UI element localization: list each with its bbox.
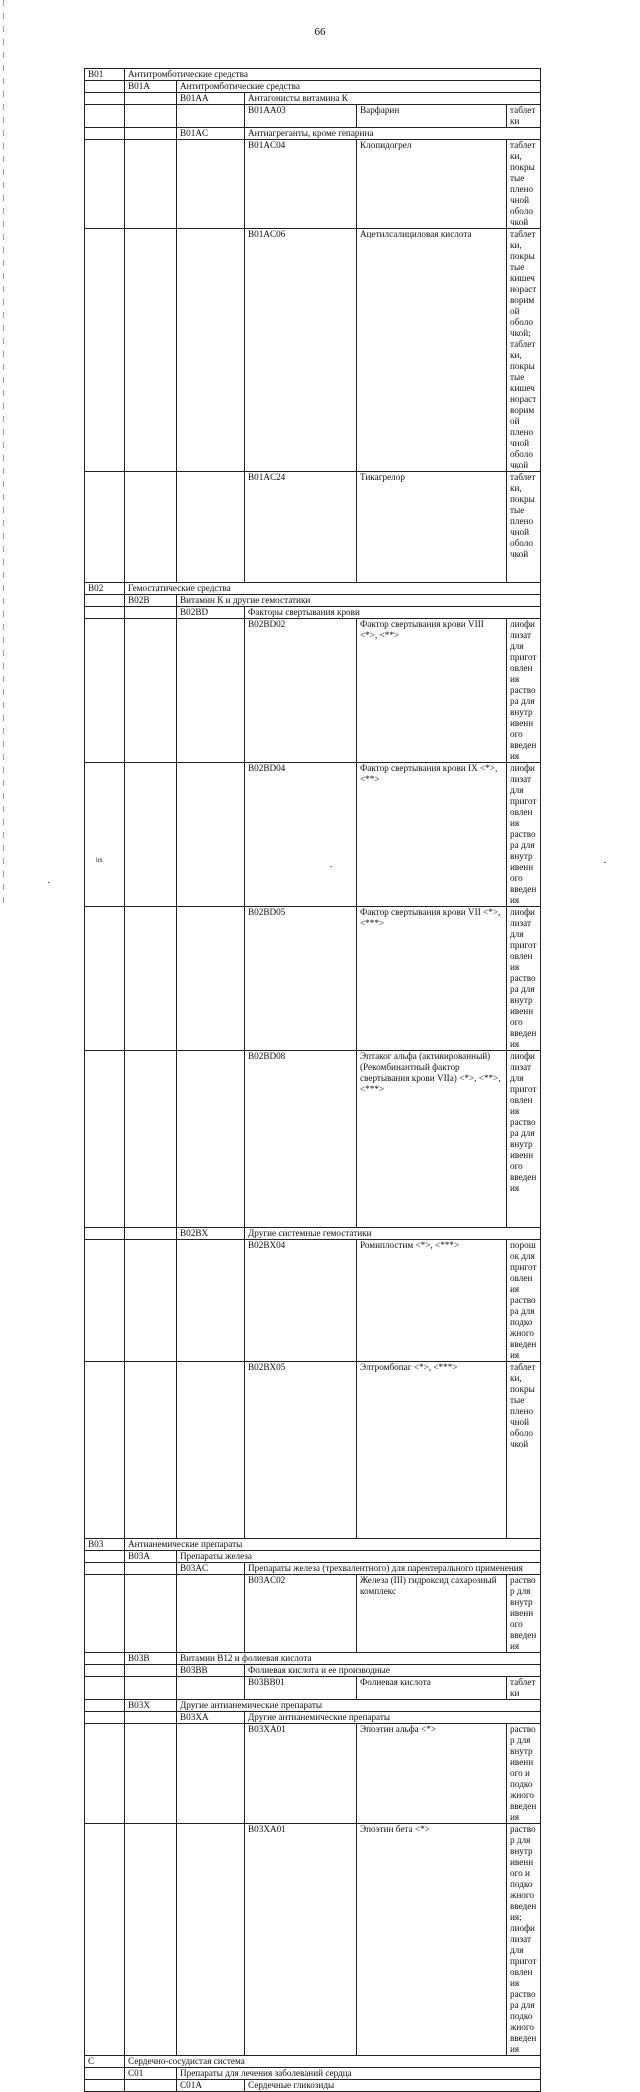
dosage-form-cell: таблетки, покрытые пленочной оболочкой: [507, 472, 541, 583]
group-name-cell: Другие антианемические препараты: [245, 1712, 541, 1724]
dosage-form-cell: раствор для внутривенного введения: [507, 1575, 541, 1653]
atc-code-cell: B02BD08: [245, 1051, 357, 1228]
indent-cell: [125, 128, 177, 140]
drug-name-cell: Ромиплостим <*>, <***>: [357, 1240, 507, 1362]
table-row: [85, 140, 541, 229]
dosage-form-cell: раствор для внутривенного и подкожного введения; лиофилизат для приготовления раствора для подкожного введения: [507, 1824, 541, 2056]
group-name-cell: Другие антианемические препараты: [177, 1700, 541, 1712]
scan-speck: [330, 866, 332, 867]
indent-cell: [125, 1563, 177, 1575]
table-row: [85, 2056, 541, 2068]
indent-cell: [125, 619, 177, 763]
dosage-form-cell: лиофилизат для приготовления раствора для внутривенного введения: [507, 1051, 541, 1228]
indent-cell: [177, 1362, 245, 1539]
table-row: [85, 81, 541, 93]
atc-code-cell: B02BX05: [245, 1362, 357, 1539]
atc-code-cell: B01AA03: [245, 105, 357, 128]
indent-cell: [85, 1700, 125, 1712]
table-row: [85, 93, 541, 105]
indent-cell: [177, 472, 245, 583]
atc-code-cell: B01A: [125, 81, 177, 93]
group-name-cell: Препараты железа: [177, 1551, 541, 1563]
drug-name-cell: Элтромбопаг <*>, <***>: [357, 1362, 507, 1539]
indent-cell: [125, 1240, 177, 1362]
table-row: [85, 907, 541, 1051]
table-row: [85, 1575, 541, 1653]
group-name-cell: Антитромботические средства: [177, 81, 541, 93]
atc-code-cell: B03XA: [177, 1712, 245, 1724]
indent-cell: [85, 763, 125, 907]
indent-cell: [85, 607, 125, 619]
indent-cell: [85, 1665, 125, 1677]
table-row: [85, 1824, 541, 2056]
atc-code-cell: B03B: [125, 1653, 177, 1665]
drug-name-cell: Фактор свертывания крови IX <*>, <**>: [357, 763, 507, 907]
table-row: [85, 619, 541, 763]
atc-code-cell: B01AC24: [245, 472, 357, 583]
indent-cell: [125, 1665, 177, 1677]
drug-name-cell: Фактор свертывания крови VII <*>, <***>: [357, 907, 507, 1051]
group-name-cell: Гемостатические средства: [125, 583, 541, 595]
group-name-cell: Антагонисты витамина К: [245, 93, 541, 105]
indent-cell: [125, 472, 177, 583]
dosage-form-cell: таблетки, покрытые кишечнорастворимой оболочкой; таблетки, покрытые кишечнорастворимой пленочной оболочкой: [507, 229, 541, 472]
indent-cell: [85, 93, 125, 105]
indent-cell: [177, 140, 245, 229]
atc-code-cell: B01AC: [177, 128, 245, 140]
indent-cell: [85, 1563, 125, 1575]
dosage-form-cell: лиофилизат для приготовления раствора для внутривенного введения: [507, 619, 541, 763]
atc-code-cell: C01A: [177, 2080, 245, 2092]
table-row: [85, 595, 541, 607]
indent-cell: [125, 1575, 177, 1653]
indent-cell: [85, 1051, 125, 1228]
indent-cell: [85, 472, 125, 583]
group-name-cell: Фолиевая кислота и ее производные: [245, 1665, 541, 1677]
group-name-cell: Антитромботические средства: [125, 69, 541, 81]
scan-speck: [604, 862, 606, 863]
drug-name-cell: Железа (III) гидроксид сахарозный комплекс: [357, 1575, 507, 1653]
group-name-cell: Антианемические препараты: [125, 1539, 541, 1551]
atc-code-cell: B02BD02: [245, 619, 357, 763]
table-row: [85, 2080, 541, 2092]
dosage-form-cell: таблетки, покрытые пленочной оболочкой: [507, 140, 541, 229]
indent-cell: [125, 1724, 177, 1824]
indent-cell: [177, 1051, 245, 1228]
atc-code-cell: B03AC02: [245, 1575, 357, 1653]
drug-name-cell: Фолиевая кислота: [357, 1677, 507, 1700]
indent-cell: [85, 2068, 125, 2080]
atc-code-cell: B02BX: [177, 1228, 245, 1240]
atc-code-cell: B02BX04: [245, 1240, 357, 1362]
indent-cell: [85, 140, 125, 229]
scan-edge-line: [3, 0, 4, 905]
group-name-cell: Сердечно-сосудистая система: [125, 2056, 541, 2068]
atc-code-cell: B01AA: [177, 93, 245, 105]
atc-code-cell: B03XA01: [245, 1724, 357, 1824]
group-name-cell: Препараты железа (трехвалентного) для парентерального применения: [245, 1563, 541, 1575]
table-row: [85, 1665, 541, 1677]
indent-cell: [177, 763, 245, 907]
table-row: [85, 1228, 541, 1240]
dosage-form-cell: лиофилизат для приготовления раствора для внутривенного введения: [507, 763, 541, 907]
dosage-form-cell: таблетки: [507, 105, 541, 128]
indent-cell: [125, 1228, 177, 1240]
indent-cell: [85, 229, 125, 472]
indent-cell: [125, 140, 177, 229]
table-row: [85, 1240, 541, 1362]
indent-cell: [85, 1362, 125, 1539]
atc-code-cell: B03BB01: [245, 1677, 357, 1700]
drug-name-cell: Тикагрелор: [357, 472, 507, 583]
indent-cell: [85, 595, 125, 607]
dosage-form-cell: раствор для внутривенного и подкожного введения: [507, 1724, 541, 1824]
indent-cell: [125, 1824, 177, 2056]
group-name-cell: Сердечные гликозиды: [245, 2080, 541, 2092]
atc-code-cell: B02: [85, 583, 125, 595]
indent-cell: [85, 1240, 125, 1362]
table-row: [85, 69, 541, 81]
table-row: [85, 1712, 541, 1724]
group-name-cell: Витамин К и другие гемостатики: [177, 595, 541, 607]
indent-cell: [85, 1228, 125, 1240]
table-row: [85, 763, 541, 907]
atc-code-cell: B02BD04: [245, 763, 357, 907]
indent-cell: [85, 2080, 125, 2092]
drug-name-cell: Варфарин: [357, 105, 507, 128]
dosage-form-cell: лиофилизат для приготовления раствора для внутривенного введения: [507, 907, 541, 1051]
indent-cell: [85, 128, 125, 140]
indent-cell: [85, 1824, 125, 2056]
indent-cell: [125, 1362, 177, 1539]
atc-code-cell: B02BD: [177, 607, 245, 619]
indent-cell: [85, 81, 125, 93]
indent-cell: [177, 1724, 245, 1824]
indent-cell: [125, 105, 177, 128]
table-row: [85, 229, 541, 472]
table-row: [85, 1677, 541, 1700]
indent-cell: [177, 1677, 245, 1700]
atc-code-cell: B03A: [125, 1551, 177, 1563]
group-name-cell: Препараты для лечения заболеваний сердца: [177, 2068, 541, 2080]
atc-code-cell: B03: [85, 1539, 125, 1551]
atc-code-cell: B01AC04: [245, 140, 357, 229]
group-name-cell: Витамин В12 и фолиевая кислота: [177, 1653, 541, 1665]
table-row: [85, 1539, 541, 1551]
drug-name-cell: Эптаког альфа (активированный) (Рекомбинантный фактор свертывания крови VIIa) <*>, <**>, <***>: [357, 1051, 507, 1228]
table-row: [85, 1551, 541, 1563]
indent-cell: [85, 1712, 125, 1724]
indent-cell: [177, 907, 245, 1051]
table-row: [85, 607, 541, 619]
table-row: [85, 1724, 541, 1824]
indent-cell: [125, 229, 177, 472]
indent-cell: [85, 1724, 125, 1824]
atc-code-cell: C: [85, 2056, 125, 2068]
indent-cell: [177, 105, 245, 128]
atc-code-cell: B03X: [125, 1700, 177, 1712]
indent-cell: [177, 619, 245, 763]
group-name-cell: Антиагреганты, кроме гепарина: [245, 128, 541, 140]
indent-cell: [177, 229, 245, 472]
indent-cell: [125, 1712, 177, 1724]
table-row: [85, 1362, 541, 1539]
indent-cell: [85, 1575, 125, 1653]
atc-code-cell: B03XA01: [245, 1824, 357, 2056]
group-name-cell: Факторы свертывания крови: [245, 607, 541, 619]
atc-code-cell: B02B: [125, 595, 177, 607]
atc-code-cell: B02BD05: [245, 907, 357, 1051]
indent-cell: [125, 2080, 177, 2092]
atc-code-cell: C01: [125, 2068, 177, 2080]
drug-name-cell: Эпоэтин бета <*>: [357, 1824, 507, 2056]
drug-name-cell: Эпоэтин альфа <*>: [357, 1724, 507, 1824]
indent-cell: [125, 763, 177, 907]
indent-cell: [85, 1551, 125, 1563]
atc-drug-table: [84, 68, 541, 2092]
table-row: [85, 1563, 541, 1575]
atc-code-cell: B03BB: [177, 1665, 245, 1677]
indent-cell: [177, 1575, 245, 1653]
table-row: [85, 1051, 541, 1228]
indent-cell: [85, 1653, 125, 1665]
atc-code-cell: B01AC06: [245, 229, 357, 472]
indent-cell: [125, 607, 177, 619]
atc-code-cell: B01: [85, 69, 125, 81]
table-row: [85, 2068, 541, 2080]
table-row: [85, 105, 541, 128]
indent-cell: [125, 1051, 177, 1228]
scan-speck: [48, 882, 50, 883]
page-number: 66: [314, 26, 326, 38]
indent-cell: [85, 907, 125, 1051]
dosage-form-cell: таблетки, покрытые пленочной оболочкой: [507, 1362, 541, 1539]
atc-code-cell: B03AC: [177, 1563, 245, 1575]
indent-cell: [125, 907, 177, 1051]
table-row: [85, 1700, 541, 1712]
indent-cell: [125, 93, 177, 105]
drug-name-cell: Ацетилсалициловая кислота: [357, 229, 507, 472]
indent-cell: [85, 105, 125, 128]
table-row: [85, 1653, 541, 1665]
drug-name-cell: Клопидогрел: [357, 140, 507, 229]
group-name-cell: Другие системные гемостатики: [245, 1228, 541, 1240]
table-row: [85, 472, 541, 583]
dosage-form-cell: таблетки: [507, 1677, 541, 1700]
indent-cell: [85, 619, 125, 763]
footer-mark: ltS: [96, 858, 103, 864]
indent-cell: [85, 1677, 125, 1700]
table-row: [85, 583, 541, 595]
indent-cell: [177, 1824, 245, 2056]
indent-cell: [177, 1240, 245, 1362]
drug-name-cell: Фактор свертывания крови VIII <*>, <**>: [357, 619, 507, 763]
table-row: [85, 128, 541, 140]
dosage-form-cell: порошок для приготовления раствора для подкожного введения: [507, 1240, 541, 1362]
indent-cell: [125, 1677, 177, 1700]
